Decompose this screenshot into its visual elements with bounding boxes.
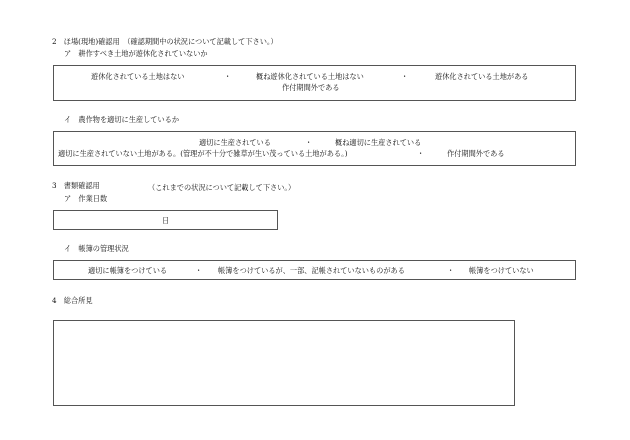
option-out-of-season[interactable]: 作付期間外である bbox=[282, 83, 340, 92]
section2b-title: イ 農作物を適切に生産しているか bbox=[64, 115, 180, 124]
separator-dot: ・ bbox=[417, 149, 425, 158]
section3-note: （これまでの状況について記載して下さい。） bbox=[148, 183, 296, 192]
work-days-field[interactable] bbox=[53, 210, 278, 230]
section2a-title: ア 耕作すべき土地が遊休化されていないか bbox=[64, 49, 208, 58]
option-mostly-no-idle-land[interactable]: 概ね遊休化されている土地はない bbox=[256, 72, 364, 81]
option-no-ledger[interactable]: 帳簿をつけていない bbox=[469, 266, 534, 275]
option-idle-land-exists[interactable]: 遊休化されている土地がある bbox=[435, 72, 529, 81]
section3a-title: ア 作業日数 bbox=[64, 194, 108, 203]
option-produced-properly[interactable]: 適切に生産されている bbox=[199, 138, 271, 147]
option-mostly-produced-properly[interactable]: 概ね適切に生産されている bbox=[335, 138, 422, 147]
section3b-title: イ 帳簿の管理状況 bbox=[64, 244, 129, 253]
section3-heading: 3 書類確認用 bbox=[52, 181, 100, 190]
option-not-produced-properly[interactable]: 適切に生産されていない土地がある。(管理が不十分で雑草が生い茂っている土地がある。) bbox=[58, 149, 348, 158]
ledger-options-box bbox=[53, 260, 576, 280]
separator-dot: ・ bbox=[224, 72, 232, 81]
section2-heading: 2 ほ場(現地)確認用 （確認期間中の状況について記載して下さい。） bbox=[52, 37, 278, 46]
option-out-of-season[interactable]: 作付期間外である bbox=[447, 149, 505, 158]
work-days-unit: 日 bbox=[162, 216, 170, 225]
separator-dot: ・ bbox=[305, 138, 313, 147]
production-options-box bbox=[53, 131, 576, 166]
idle-land-options-box bbox=[53, 65, 576, 101]
separator-dot: ・ bbox=[401, 72, 409, 81]
option-ledger-kept-properly[interactable]: 適切に帳簿をつけている bbox=[88, 266, 168, 275]
section4-heading: 4 総合所見 bbox=[52, 296, 93, 305]
separator-dot: ・ bbox=[195, 266, 203, 275]
separator-dot: ・ bbox=[447, 266, 455, 275]
option-ledger-partially-kept[interactable]: 帳簿をつけているが、一部、記帳されていないものがある bbox=[218, 266, 405, 275]
option-no-idle-land[interactable]: 遊休化されている土地はない bbox=[91, 72, 185, 81]
overall-comments-field[interactable] bbox=[53, 320, 515, 406]
